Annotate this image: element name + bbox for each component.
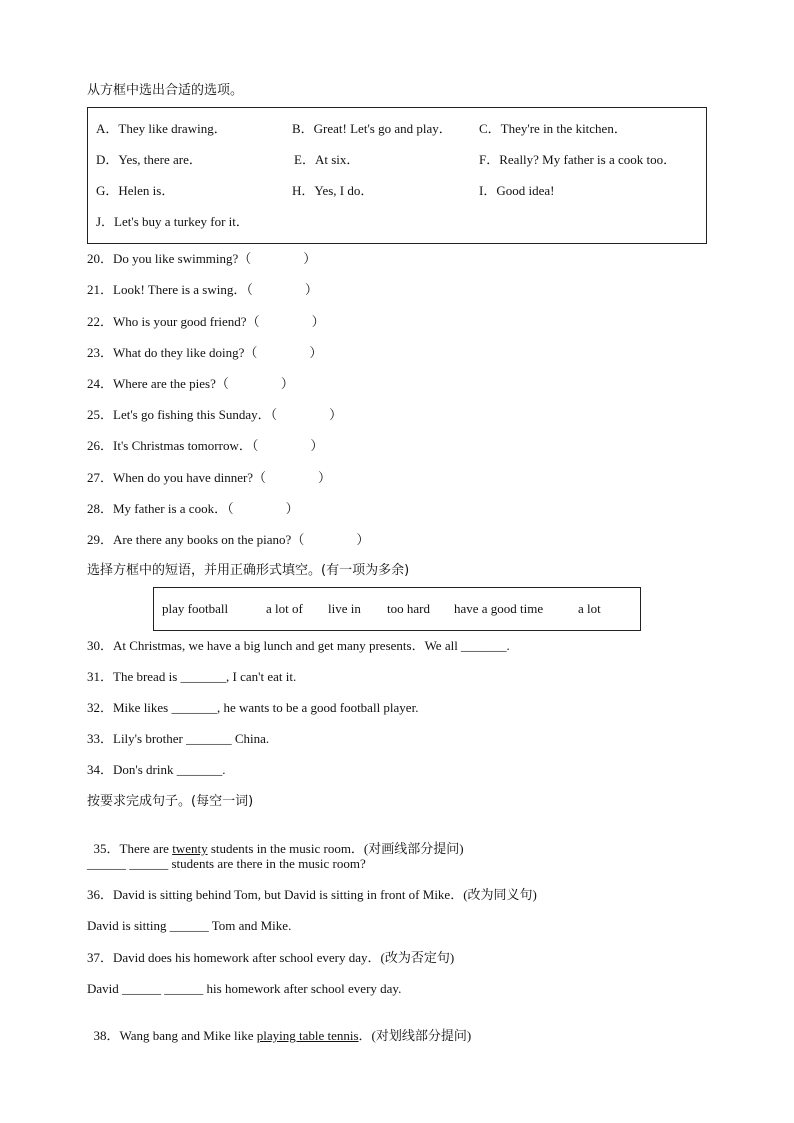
option-j: J．Let's buy a turkey for it． xyxy=(96,214,249,229)
option-f: F．Really? My father is a cook too． xyxy=(479,152,677,167)
option-b: B．Great! Let's go and play． xyxy=(292,121,452,136)
question-37-answer: David ______ ______ his homework after school every day. xyxy=(87,981,402,996)
section3-instruction: 按要求完成句子。(每空一词) xyxy=(87,794,254,809)
question-20: 20．Do you like swimming?（ ） xyxy=(87,251,317,266)
question-34: 34．Don's drink _______. xyxy=(87,762,226,777)
question-31: 31．The bread is _______, I can't eat it. xyxy=(87,669,297,684)
phrase-2: a lot of xyxy=(266,601,303,616)
option-d: D．Yes, there are． xyxy=(96,152,202,167)
question-38 xyxy=(87,1012,471,1044)
phrase-6: a lot xyxy=(578,601,601,616)
question-38-prefix: 38．Wang bang and Mike like xyxy=(93,1028,257,1043)
question-38-suffix: ．(对划线部分提问) xyxy=(358,1028,472,1043)
question-21: 21．Look! There is a swing．（ ） xyxy=(87,282,318,297)
question-29: 29．Are there any books on the piano?（ ） xyxy=(87,532,370,547)
phrase-3: live in xyxy=(328,601,361,616)
question-23: 23．What do they like doing?（ ） xyxy=(87,345,323,360)
option-i: I．Good idea! xyxy=(479,183,555,198)
option-e: E．At six． xyxy=(294,152,360,167)
question-27: 27．When do you have dinner?（ ） xyxy=(87,470,332,485)
question-32: 32．Mike likes _______, he wants to be a good football player. xyxy=(87,700,419,715)
question-24: 24．Where are the pies?（ ） xyxy=(87,376,294,391)
question-28: 28．My father is a cook．（ ） xyxy=(87,501,299,516)
section1-instruction: 从方框中选出合适的选项。 xyxy=(87,83,244,98)
question-35-prefix: 35．There are xyxy=(93,841,173,856)
phrase-5: have a good time xyxy=(454,601,544,616)
question-38-underlined: playing table tennis xyxy=(256,1028,359,1043)
options-box xyxy=(87,107,707,244)
option-c: C．They're in the kitchen． xyxy=(479,121,627,136)
option-h: H．Yes, I do． xyxy=(292,183,374,198)
question-26: 26．It's Christmas tomorrow．（ ） xyxy=(87,438,324,453)
question-30: 30．At Christmas, we have a big lunch and get many presents．We all _______. xyxy=(87,638,510,653)
question-35-suffix: students in the music room．(对画线部分提问) xyxy=(207,841,464,856)
question-22: 22．Who is your good friend?（ ） xyxy=(87,314,325,329)
option-g: G．Helen is． xyxy=(96,183,175,198)
section2-instruction: 选择方框中的短语，并用正确形式填空。(有一项为多余) xyxy=(87,563,410,578)
option-a: A．They like drawing． xyxy=(96,121,227,136)
phrase-box xyxy=(153,587,641,631)
phrase-1: play football xyxy=(162,601,229,616)
question-33: 33．Lily's brother _______ China. xyxy=(87,731,270,746)
question-25: 25．Let's go fishing this Sunday．（ ） xyxy=(87,407,343,422)
question-35-underlined: twenty xyxy=(172,841,208,856)
question-35-answer: ______ ______ students are there in the music room? xyxy=(87,856,366,871)
question-35 xyxy=(87,825,464,857)
question-36: 36．David is sitting behind Tom, but David is sitting in front of Mike．(改为同义句) xyxy=(87,887,537,902)
question-37: 37．David does his homework after school every day．(改为否定句) xyxy=(87,950,455,965)
question-36-answer: David is sitting ______ Tom and Mike. xyxy=(87,918,292,933)
phrase-4: too hard xyxy=(387,601,430,616)
